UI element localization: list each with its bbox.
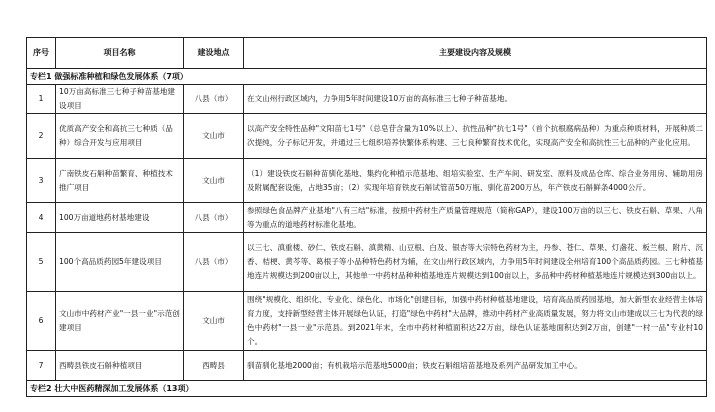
header-content: 主要建设内容及规模 bbox=[244, 38, 707, 69]
header-location: 建设地点 bbox=[184, 38, 244, 69]
table-row bbox=[27, 203, 707, 233]
table-row bbox=[27, 351, 707, 381]
row-location: 西畴县 bbox=[184, 351, 244, 381]
row-location: 八县（市） bbox=[184, 85, 244, 114]
section-row bbox=[27, 381, 707, 397]
row-location: 文山市 bbox=[184, 159, 244, 203]
row-content: 以三七、滇重楼、砂仁、铁皮石斛、滇黄精、山豆根、白及、银杏等大宗特色药材为主，丹参、苍仁、草果、灯盏花、板兰根、附片、沉香、桔梗、黄芩等、葛根子等小品种特色药材为辅，在文山州行政区域内，力争用5年时间建设全州培育100个高品质药园。三七种植基地连片规模达到200亩以上，其他单一中药材品种种植基地连片规模达到100亩以上，多品种中药材种植基地连片规模达到300亩以上。 bbox=[244, 233, 707, 292]
row-name: 10万亩高标准三七种子种苗基地建设项目 bbox=[56, 85, 184, 114]
row-content: 在文山州行政区域内，力争用5年时间建设10万亩的高标准三七种子种苗基地。 bbox=[244, 85, 707, 114]
table-row bbox=[27, 114, 707, 159]
section-title: 专栏2 壮大中医药精深加工发展体系（13项） bbox=[27, 381, 707, 397]
row-num: 4 bbox=[27, 203, 56, 233]
row-location: 八县（市） bbox=[184, 203, 244, 233]
row-content: 以高产安全特性品种"文阳苗七1号"（总皂苷含量为10%以上）、抗性品种"抗七1号"（首个抗根腐病品种）为重点种质材料，开展种质二次提纯，分子标记开发，并通过三七组织培养快繁体系构建、三七良种繁育技术优化，实现高产安全和高抗性三七品种的产业化应用。 bbox=[244, 114, 707, 159]
row-num: 3 bbox=[27, 159, 56, 203]
row-name: 100个高品质药园5年建设项目 bbox=[56, 233, 184, 292]
row-location: 八县（市） bbox=[184, 233, 244, 292]
row-num: 1 bbox=[27, 85, 56, 114]
header-name: 项目名称 bbox=[56, 38, 184, 69]
table-row bbox=[27, 233, 707, 292]
header-num: 序号 bbox=[27, 38, 56, 69]
section-row bbox=[27, 69, 707, 85]
row-name: 文山市中药材产业"一县一业"示范创建项目 bbox=[56, 292, 184, 351]
row-num: 6 bbox=[27, 292, 56, 351]
row-num: 2 bbox=[27, 114, 56, 159]
row-name: 优质高产安全和高抗三七种质（品种）综合开发与应用项目 bbox=[56, 114, 184, 159]
row-location: 文山市 bbox=[184, 114, 244, 159]
row-content: 参照绿色食品牌产业基地"八有三结"标准，按照中药材生产质量管理规范（简称GAP），建设100万亩的以三七、铁皮石斛、草果、八角等为重点的道地药材标准化基地。 bbox=[244, 203, 707, 233]
row-num: 7 bbox=[27, 351, 56, 381]
row-location: 文山市 bbox=[184, 292, 244, 351]
row-name: 广南铁皮石斛种苗繁育、种植技术推广项目 bbox=[56, 159, 184, 203]
table-row bbox=[27, 85, 707, 114]
section-title: 专栏1 做强标准种植和绿色发展体系（7项） bbox=[27, 69, 707, 85]
table-row bbox=[27, 159, 707, 203]
row-num: 5 bbox=[27, 233, 56, 292]
header-row bbox=[27, 38, 707, 69]
table-row bbox=[27, 292, 707, 351]
row-content: 驯苗驯化基地2000亩；有机栽培示范基地5000亩；铁皮石斛组培苗基地及系列产品研发加工中心。 bbox=[244, 351, 707, 381]
row-content: 围绕"规模化、组织化、专业化、绿色化、市场化"创建目标，加强中药材种植基地建设，培育高品质药园基地，加大新型农业经营主体培育力度，支持新型经营主体开展绿色认证，打造"绿色中药材"大品牌，推动中药材产业高质量发展，努力将文山市建成以三七为代表的绿色中药材"一县一业"示范县。到2021年末，全市中药材种植面积达22万亩，绿色认证基地面积达到2万亩，创建"一村一品"专业村10个。 bbox=[244, 292, 707, 351]
row-name: 100万亩道地药材基地建设 bbox=[56, 203, 184, 233]
project-table bbox=[26, 37, 707, 397]
row-content: （1）建设铁皮石斛种苗驯化基地、集约化种植示范基地、组培实验室、生产车间、研发室、原料及成品仓库、综合业务用房、辅助用房及附属配套设施，占地35亩；（2）实现年培育铁皮石斛试管苗50万瓶、驯化苗200万丛，年产铁皮石斛鲜条4000公斤。 bbox=[244, 159, 707, 203]
row-name: 西畴县铁皮石斛种植项目 bbox=[56, 351, 184, 381]
